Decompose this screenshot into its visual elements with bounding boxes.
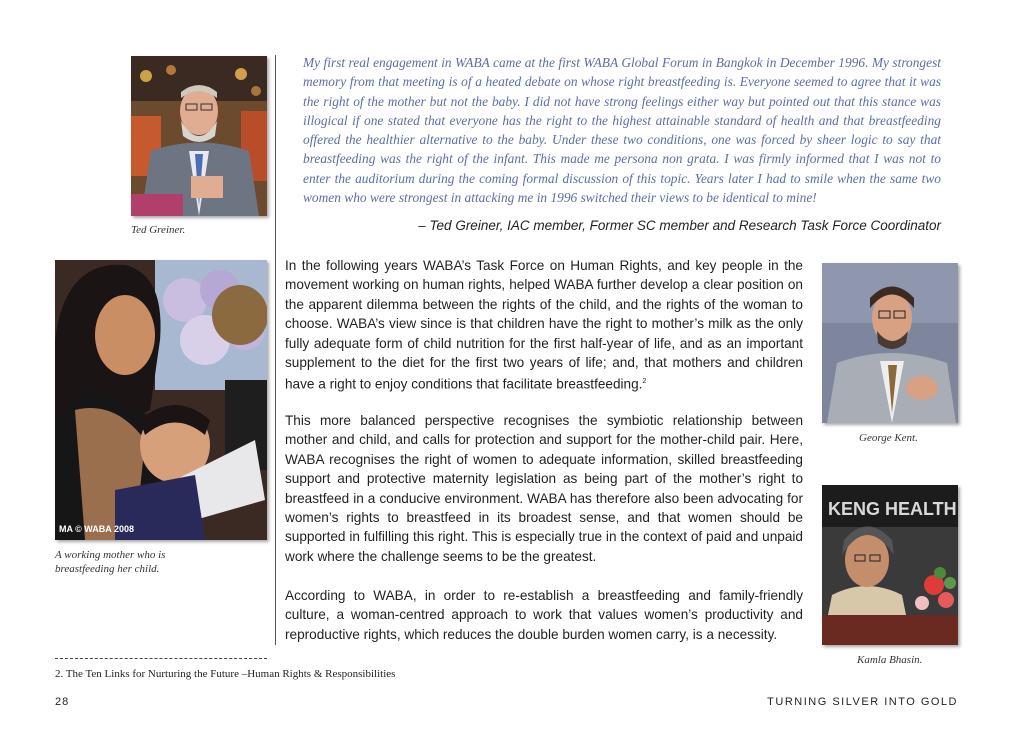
footnote-reference: 2 [642,378,647,386]
body-paragraph-1-text: In the following years WABA’s Task Force on Human Rights, and key people in the movement working on human rights, helped WABA further develop a clear position on the apparent dilemma between the rights of the child, and the rights of the woman to choose. WABA’s view since is that children have the right to mother’s milk as the only fully adequate form of child nutrition for the first half-year of life, and as an important supplement to the diet for the first two years of life; and, that mothers and children have a right to enjoy conditions that facilitate breastfeeding. [285,258,803,392]
footnote-divider [55,658,267,659]
column-divider [275,55,276,645]
footnote-text: 2. The Ten Links for Nurturing the Future –Human Rights & Responsibilities [55,668,396,680]
photo-working-mother [55,260,267,540]
george-kent-caption: George Kent. [859,432,918,444]
george-kent-image [822,263,958,423]
kamla-bhasin-caption: Kamla Bhasin. [857,654,923,666]
ted-greiner-caption: Ted Greiner. [131,224,186,236]
watermark-text: MA © WABA 2008 [59,524,134,534]
photo-george-kent [822,263,958,423]
body-paragraph-1 [285,256,803,394]
body-paragraph-3: According to WABA, in order to re-establish a breastfeeding and family-friendly culture, a woman-centred approach to work that values women’s productivity and reproductive rights, which reduces the double burden women carry, is a necessity. [285,588,803,642]
ted-greiner-image [131,56,267,216]
kamla-bhasin-image [822,485,958,645]
banner-text: KENG HEALTH [828,499,957,519]
quote-attribution: – Ted Greiner, IAC member, Former SC member and Research Task Force Coordinator [418,218,941,233]
pull-quote: My first real engagement in WABA came at the first WABA Global Forum in Bangkok in December 1996. My strongest memory from that meeting is of a heated debate on whose right breastfeeding is. Everyone seemed to agree that it was the right of the mother but not the baby. I did not have strong feelings either way but pointed out that this stance was illogical if one stated that everyone has the right to the highest attainable standard of health and that breastfeeding offered the healthier alternative to the baby. Under these two conditions, one was forced by sheer logic to say that breastfeeding was the right of the infant. This made me persona non grata. I was firmly informed that I was not to enter the auditorium during the coming formal discussion of this topic. Years later I had to smile when the same two women who were strongest in attacking me in 1996 switched their views to be identical to mine! [303,55,941,206]
working-mother-caption: A working mother who is breastfeeding her child. [55,549,166,575]
working-mother-image [55,260,267,540]
page-number: 28 [55,696,70,708]
photo-kamla-bhasin [822,485,958,645]
body-paragraph-2: This more balanced perspective recognises the symbiotic relationship between mother and child, and calls for protection and support for the mother-child pair. Here, WABA recognises the right of women to adequate information, skilled breastfeeding support and protective maternity legislation as being part of the mother’s right to breastfeed in a conducive environment. WABA has therefore also been advocating for women’s rights to breastfeed in its broadest sense, and that women should be supported in fulfilling this right. This is especially true in the context of paid and unpaid work where the challenge seems to be the greatest. [285,413,803,564]
running-title: TURNING SILVER INTO GOLD [767,696,958,708]
photo-ted-greiner [131,56,267,216]
